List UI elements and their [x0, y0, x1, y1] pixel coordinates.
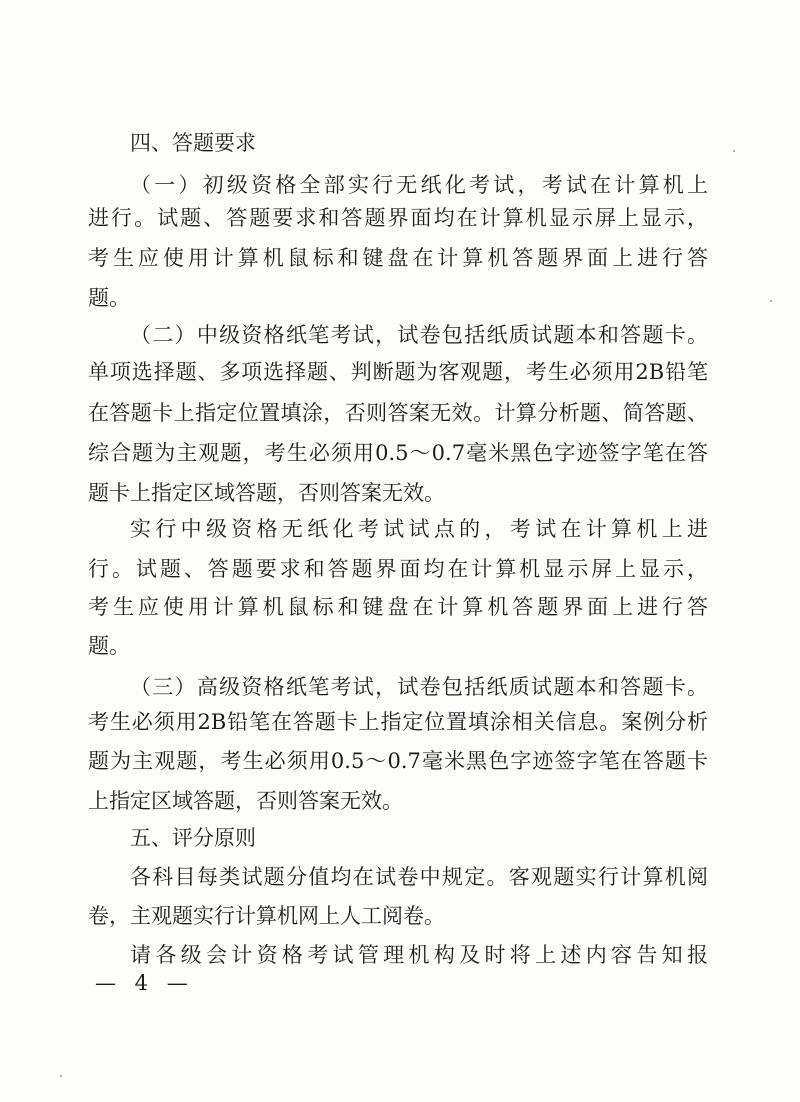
paragraph-line: 考生应使用计算机鼠标和键盘在计算机答题界面上进行答 [88, 595, 708, 619]
paragraph-line: 实行中级资格无纸化考试试点的，考试在计算机上进 [130, 517, 708, 541]
paragraph-line: 行。试题、答题要求和答题界面均在计算机显示屏上显示， [88, 557, 708, 581]
paragraph-line: 题。 [88, 634, 130, 658]
paragraph-line: （二）中级资格纸笔考试，试卷包括纸质试题本和答题卡。 [130, 323, 708, 347]
paragraph-line: 在答题卡上指定位置填涂，否则答案无效。计算分析题、简答题、 [88, 401, 708, 425]
paragraph-line: 综合题为主观题，考生必须用0.5～0.7毫米黑色字迹签字笔在答 [88, 441, 708, 465]
paragraph-line: 进行。试题、答题要求和答题界面均在计算机显示屏上显示， [88, 206, 708, 230]
scan-speck [60, 1075, 62, 1077]
paragraph-line: 上指定区域答题，否则答案无效。 [88, 789, 403, 813]
section-heading-answer-requirements: 四、答题要求 [130, 131, 256, 155]
paragraph-line: （一）初级资格全部实行无纸化考试，考试在计算机上 [130, 173, 708, 197]
paragraph-line: 题为主观题，考生必须用0.5～0.7毫米黑色字迹签字笔在答题卡 [88, 749, 708, 773]
scan-speck [733, 150, 735, 152]
section-heading-scoring-principles: 五、评分原则 [130, 826, 256, 850]
page-number: — 4 — [95, 971, 194, 995]
paragraph-line: （三）高级资格纸笔考试，试卷包括纸质试题本和答题卡。 [130, 675, 708, 699]
paragraph-line: 考生必须用2B铅笔在答题卡上指定位置填涂相关信息。案例分析 [88, 710, 708, 734]
paragraph-line: 题卡上指定区域答题，否则答案无效。 [88, 481, 445, 505]
scan-speck [770, 300, 772, 302]
paragraph-line: 考生应使用计算机鼠标和键盘在计算机答题界面上进行答 [88, 246, 708, 270]
paragraph-line: 卷，主观题实行计算机网上人工阅卷。 [88, 904, 445, 928]
paragraph-line: 题。 [88, 286, 130, 310]
paragraph-line: 请各级会计资格考试管理机构及时将上述内容告知报 [130, 943, 708, 967]
paragraph-line: 各科目每类试题分值均在试卷中规定。客观题实行计算机阅 [130, 865, 708, 889]
paragraph-line: 单项选择题、多项选择题、判断题为客观题，考生必须用2B铅笔 [88, 360, 708, 384]
